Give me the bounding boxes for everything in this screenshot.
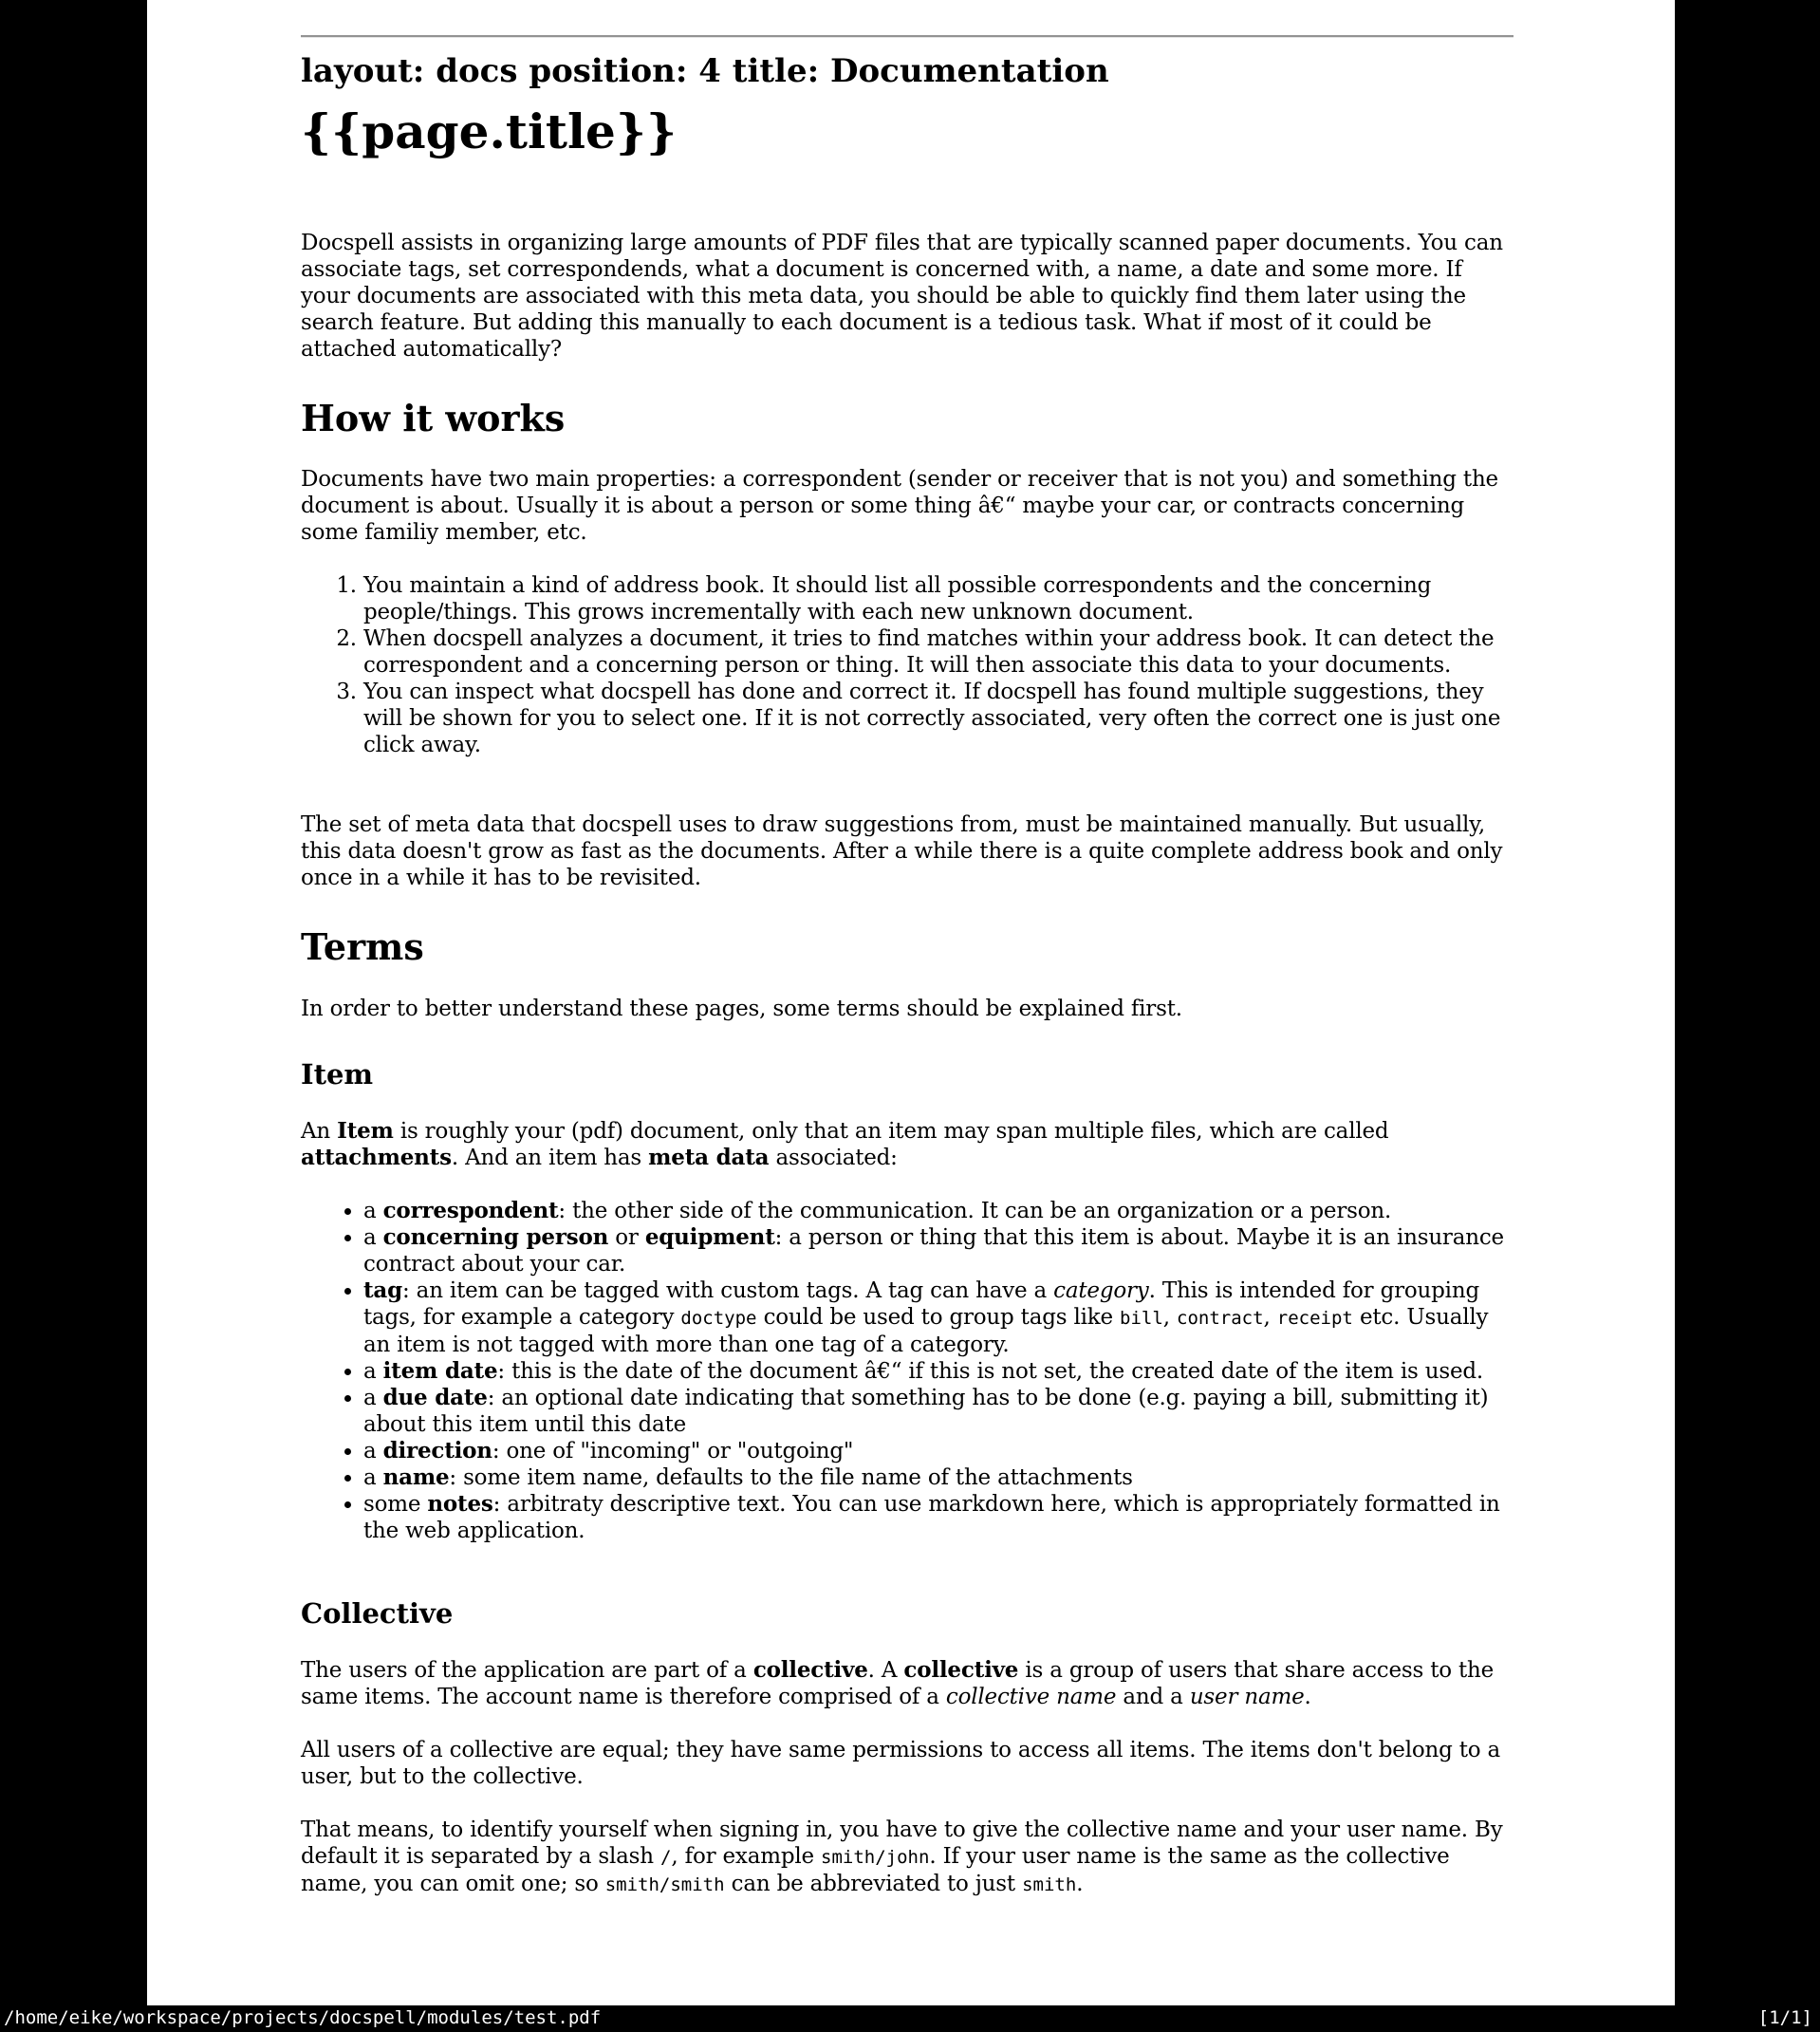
document-page[interactable]	[147, 0, 1675, 2005]
document-content	[147, 0, 1675, 1898]
terms-heading: Terms	[301, 925, 424, 969]
file-path: /home/eike/workspace/projects/docspell/modules/test.pdf	[4, 2007, 602, 2028]
list-item: • tag: an item can be tagged with custom tags. A tag can have a category. This is intended for grouping tags, for example a category doctype could be used to group tags like bill, contract, receipt etc. Usually an item is not tagged with more than one tag of a category.	[363, 1277, 1514, 1358]
bold-text: due date	[382, 1384, 488, 1410]
bold-text: concerning person	[382, 1223, 609, 1250]
paragraph: All users of a collective are equal; they have same permissions to access all items. The items don't belong to a user, but to the collective.	[301, 1737, 1501, 1789]
code-span: bill	[1120, 1307, 1163, 1329]
statusbar	[0, 2005, 1820, 2032]
bold-text: Item	[337, 1117, 394, 1144]
paragraph: In order to better understand these pages, some terms should be explained first.	[301, 996, 1182, 1021]
bold-text: tag	[363, 1277, 403, 1303]
bold-text: meta data	[648, 1144, 770, 1170]
bold-text: attachments	[301, 1144, 452, 1170]
horizontal-rule	[301, 35, 1514, 37]
code-span: /	[659, 1846, 672, 1868]
item-heading: Item	[301, 1057, 374, 1091]
bold-text: notes	[427, 1490, 493, 1517]
paragraph: An Item is roughly your (pdf) document, only that an item may span multiple files, which are called attachments. And an item has meta data associated:	[301, 1117, 1389, 1170]
list-item: • some notes: arbitraty descriptive text. You can use markdown here, which is appropriately formatted in the web application.	[363, 1491, 1514, 1544]
list-item: • a correspondent: the other side of the communication. It can be an organization or a person.	[363, 1198, 1514, 1224]
list-item: • a concerning person or equipment: a person or thing that this item is about. Maybe it is an insurance contract about your car.	[363, 1224, 1514, 1277]
list-item: • a item date: this is the date of the document â€“ if this is not set, the created date of the item is used.	[363, 1358, 1514, 1385]
paragraph: The users of the application are part of a collective. A collective is a group of users that share access to the same items. The account name is therefore comprised of a collective name and a user name.	[301, 1656, 1495, 1709]
paragraph: That means, to identify yourself when signing in, you have to give the collective name and your user name. By default it is separated by a slash /, for example smith/john. If your user name is the same as the collective name, you can omit one; so smith/smith can be abbreviated to just smith.	[301, 1817, 1503, 1896]
page-indicator: [1/1]	[1757, 2007, 1812, 2028]
list-item: 2. When docspell analyzes a document, it tries to find matches within your address book. It can detect the correspondent and a concerning person or thing. It will then associate this data to your documents.	[363, 625, 1514, 679]
list-item: • a due date: an optional date indicating that something has to be done (e.g. paying a bill, submitting it) about this item until this date	[363, 1385, 1514, 1438]
how-it-works-heading: How it works	[301, 396, 566, 439]
bold-text: equipment	[644, 1223, 775, 1250]
list-item: • a name: some item name, defaults to the file name of the attachments	[363, 1464, 1514, 1491]
bullet-list	[301, 1198, 1514, 1544]
numbered-list	[301, 572, 1514, 758]
paragraph: The set of meta data that docspell uses to draw suggestions from, must be maintained manually. But usually, this data doesn't grow as fast as the documents. After a while there is a quite complete address book and only once in a while it has to be revisited.	[301, 812, 1503, 891]
code-span: smith	[1022, 1874, 1077, 1895]
bold-text: collective	[752, 1656, 868, 1683]
italic-text: category	[1053, 1277, 1149, 1303]
page-title-heading: {{page.title}}	[301, 103, 678, 159]
bold-text: direction	[382, 1437, 492, 1463]
list-item: • a direction: one of "incoming" or "outgoing"	[363, 1438, 1514, 1464]
bold-text: item date	[382, 1357, 498, 1384]
list-item: 1. You maintain a kind of address book. It should list all possible correspondents and the concerning people/things. This grows incrementally with each new unknown document.	[363, 572, 1514, 625]
code-span: contract	[1177, 1307, 1264, 1329]
code-span: doctype	[680, 1307, 757, 1329]
paragraph: Documents have two main properties: a correspondent (sender or receiver that is not you) and something the document is about. Usually it is about a person or some thing â€“ maybe your car, or contracts concerning some familiy member, etc.	[301, 467, 1498, 546]
bold-text: name	[382, 1463, 450, 1490]
code-span: smith/smith	[604, 1874, 725, 1895]
bold-text: collective	[903, 1656, 1019, 1683]
code-span: smith/john	[821, 1846, 930, 1868]
collective-heading: Collective	[301, 1596, 454, 1630]
list-item: 3. You can inspect what docspell has done and correct it. If docspell has found multiple suggestions, they will be shown for you to select one. If it is not correctly associated, very often the correct one is just one click away.	[363, 679, 1514, 758]
code-span: receipt	[1276, 1307, 1353, 1329]
italic-text: collective name	[945, 1684, 1117, 1709]
bold-text: correspondent	[382, 1197, 559, 1223]
frontmatter-heading: layout: docs position: 4 title: Documentation	[301, 52, 1109, 90]
italic-text: user name	[1189, 1684, 1305, 1709]
paragraph: Docspell assists in organizing large amounts of PDF files that are typically scanned paper documents. You can associate tags, set correspondends, what a document is concerned with, a name, a date and some more. If your documents are associated with this meta data, you should be able to quickly find them later using the search feature. But adding this manually to each document is a tedious task. What if most of it could be attached automatically?	[301, 230, 1503, 362]
